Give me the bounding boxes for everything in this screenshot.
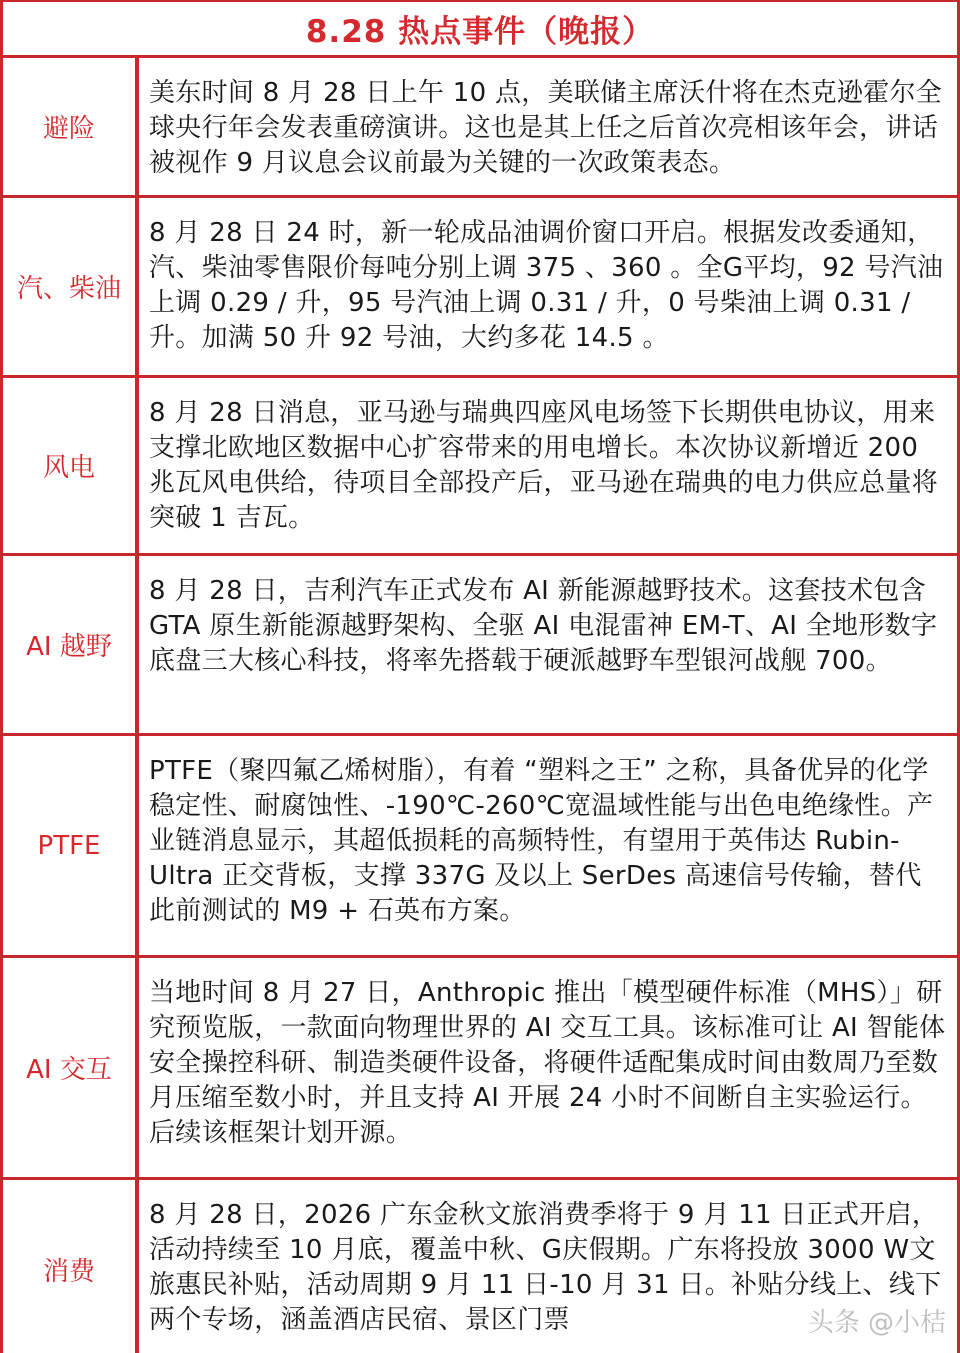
row-content: 8 月 28 日，2026 广东金秋文旅消费季将于 9 月 11 日正式开启，活动持续至 10 月底，覆盖中秋、G庆假期。广东将投放 3000 W文旅惠民补贴，活动周期 9 月 11 日-10 月 31 日。补贴分线上、线下两个专场，涵盖酒店民宿、景区门票 [149, 1200, 942, 1335]
row-label: 避险 [3, 58, 139, 195]
row-label: 风电 [3, 378, 139, 553]
table-row [3, 556, 957, 736]
row-label: 消费 [3, 1180, 139, 1353]
row-content: 8 月 28 日 24 时，新一轮成品油调价窗口开启。根据发改委通知，汽、柴油零售限价每吨分别上调 375 、360 。全G平均，92 号汽油上调 0.29 / 升，95 号汽油上调 0.31 / 升，0 号柴油上调 0.31 / 升。加满 50 升 92 号油，大约多花 14.5 。 [149, 218, 944, 353]
row-content: 当地时间 8 月 27 日，Anthropic 推出「模型硬件标准（MHS）」研究预览版，一款面向物理世界的 AI 交互工具。该标准可让 AI 智能体安全操控科研、制造类硬件设备，将硬件适配集成时间由数周乃至数月压缩至数小时，并且支持 AI 开展 24 小时不间断自主实验运行。后续该框架计划开源。 [149, 978, 946, 1148]
table-row [3, 958, 957, 1180]
row-label: 汽、柴油 [3, 198, 139, 375]
row-content: 8 月 28 日，吉利汽车正式发布 AI 新能源越野技术。这套技术包含 GTA 原生新能源越野架构、全驱 AI 电混雷神 EM-T、AI 全地形数字底盘三大核心科技，将率先搭载于硬派越野车型银河战舰 700。 [149, 576, 938, 676]
row-label: PTFE [3, 736, 139, 955]
title-row [3, 2, 957, 58]
row-content: 美东时间 8 月 28 日上午 10 点，美联储主席沃什将在杰克逊霍尔全球央行年会发表重磅演讲。这也是其上任之后首次亮相该年会，讲话被视作 9 月议息会议前最为关键的一次政策表态。 [149, 78, 943, 178]
row-label: AI 越野 [3, 556, 139, 733]
table-row [3, 58, 957, 198]
page-title: 8.28 热点事件（晚报） [305, 14, 655, 50]
row-label: AI 交互 [3, 958, 139, 1177]
table-row [3, 378, 957, 556]
row-content: 8 月 28 日消息，亚马逊与瑞典四座风电场签下长期供电协议，用来支撑北欧地区数据中心扩容带来的用电增长。本次协议新增近 200 兆瓦风电供给，待项目全部投产后，亚马逊在瑞典的电力供应总量将突破 1 吉瓦。 [149, 398, 939, 533]
table-row [3, 198, 957, 378]
row-content: PTFE（聚四氟乙烯树脂），有着 “塑料之王” 之称，具备优异的化学稳定性、耐腐蚀性、-190℃-260℃宽温域性能与出色电绝缘性。产业链消息显示，其超低损耗的高频特性，有望用于英伟达 Rubin-Ultra 正交背板，支撑 337G 及以上 SerDes 高速信号传输，替代此前测试的 M9 + 石英布方案。 [149, 756, 934, 926]
table-row [3, 736, 957, 958]
watermark: 头条 @小桔 [807, 1308, 946, 1338]
